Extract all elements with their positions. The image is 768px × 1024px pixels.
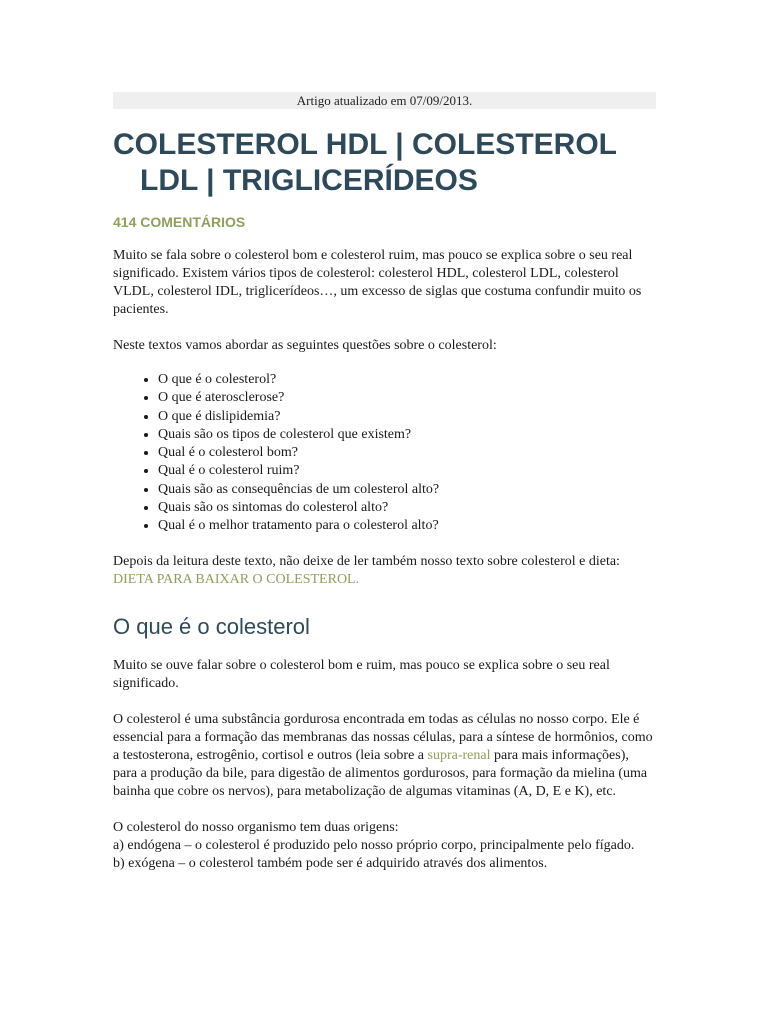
section-paragraph: Muito se ouve falar sobre o colesterol bom e ruim, mas pouco se explica sobre o seu real significado. [113,657,610,691]
diet-reference-text: Depois da leitura deste texto, não deixe de ler também nosso texto sobre colesterol e dieta: [113,553,620,569]
article [113,92,656,873]
diet-reference-paragraph [113,553,656,589]
list-item: • Qual é o colesterol ruim? [158,462,656,480]
diet-article-link[interactable]: DIETA PARA BAIXAR O COLESTEROL. [113,571,360,587]
list-item: • O que é o colesterol? [158,371,656,389]
page-title-line1: COLESTEROL HDL | COLESTEROL [113,128,617,161]
updated-date-bar [113,92,656,109]
section-paragraph [113,711,656,801]
section-text: O colesterol é uma substância gordurosa encontrada em todas as células no nosso corpo. Ele é essencial para a formação das membranas das nossas células, para a síntese de hormônios, como a testosterona, estrogênio, cortisol e outros (leia sobre a [113,711,653,763]
origin-endogenous: a) endógena – o colesterol é produzido pelo nosso próprio corpo, principalmente pelo fígado. [113,837,635,853]
origin-exogenous: b) exógena – o colesterol também pode ser é adquirido através dos alimentos. [113,855,548,871]
origins-paragraph [113,819,656,873]
comments-link[interactable]: 414 COMENTÁRIOS [113,214,246,230]
section-title: O que é o colesterol [113,613,310,639]
topics-list [113,371,656,536]
section-text: para mais informações), para a produção da bile, para digestão de alimentos gordurosos, para formação da mielina (uma bainha que cobre os nervos), para metabolização de algumas vitaminas (A, D, E e K), etc. [113,747,648,799]
page-title-line2: LDL | TRIGLICERÍDEOS [140,164,478,197]
intro-paragraph: Muito se fala sobre o colesterol bom e colesterol ruim, mas pouco se explica sobre o seu real significado. Existem vários tipos de colesterol: colesterol HDL, colesterol LDL, colesterol VLDL, colesterol IDL, triglicerídeos…, um excesso de siglas que costuma confundir muito os pacientes. [113,248,642,317]
list-item: • O que é dislipidemia? [158,408,656,426]
supra-renal-link[interactable]: supra-renal [427,747,491,763]
list-item: • Quais são as consequências de um colesterol alto? [158,481,656,499]
updated-date-text: Artigo atualizado em 07/09/2013. [296,93,473,108]
list-item: • Qual é o colesterol bom? [158,444,656,462]
list-item: • Quais são os tipos de colesterol que existem? [158,426,656,444]
origins-intro: O colesterol do nosso organismo tem duas origens: [113,819,399,835]
list-item: • Qual é o melhor tratamento para o colesterol alto? [158,517,656,535]
list-item: • Quais são os sintomas do colesterol alto? [158,499,656,517]
topics-intro: Neste textos vamos abordar as seguintes questões sobre o colesterol: [113,338,497,353]
page-title [113,127,656,199]
list-item: • O que é aterosclerose? [158,389,656,407]
